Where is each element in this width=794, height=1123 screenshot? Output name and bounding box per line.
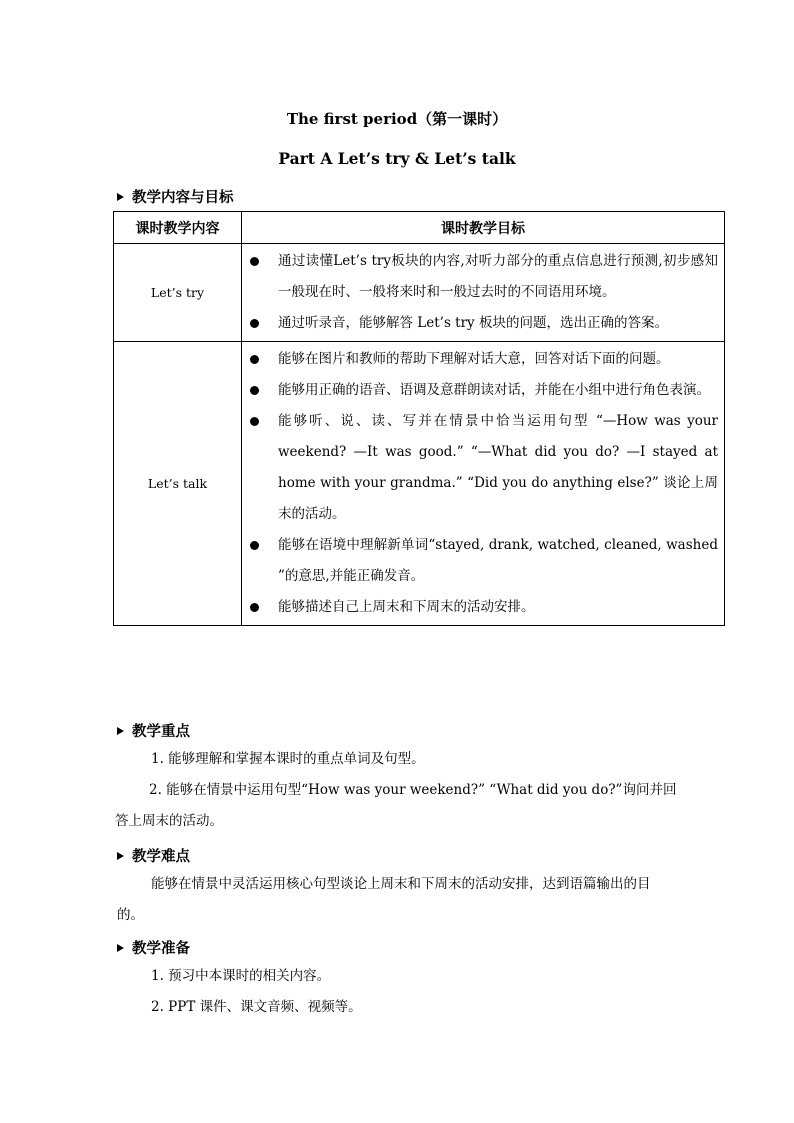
triangle-bullet-icon	[117, 944, 124, 952]
page-title: The first period（第一课时）	[286, 110, 508, 128]
goal-text: 能够用正确的语音、语调及意群朗读对话，并能在小组中进行角色表演。	[278, 382, 710, 398]
table-row	[114, 244, 725, 342]
section-heading-label: 教学难点	[132, 848, 190, 865]
goal-text: 通过听录音，能够解答 Let’s try 板块的问题，选出正确的答案。	[278, 315, 668, 331]
key-points-list	[117, 744, 677, 837]
bullet-dot-icon	[250, 355, 259, 364]
section-heading-key-points	[117, 720, 190, 741]
preparation-item: 2. PPT 课件、课文音频、视频等。	[151, 999, 362, 1015]
triangle-bullet-icon	[117, 727, 124, 735]
goal-text: 能够听、说、读、写并在情景中恰当运用句型 “—How was your weekend? —It was good.” “—What did you do? —I stayed at home with your grandma.” “Did you do anything else?” 谈论上周末的活动。	[278, 413, 718, 522]
goal-list	[242, 342, 724, 625]
list-item	[242, 375, 718, 406]
list-item	[242, 246, 718, 308]
section-heading-preparation	[117, 937, 190, 958]
bullet-dot-icon	[250, 319, 259, 328]
table-cell-content: Let’s try	[114, 244, 242, 342]
table-header-content: 课时教学内容	[114, 212, 242, 244]
table-header-row	[114, 212, 725, 244]
preparation-list	[117, 961, 677, 1023]
goal-text: 通过读懂Let’s try板块的内容,对听力部分的重点信息进行预测,初步感知一般现在时、一般将来时和一般过去时的不同语用环境。	[278, 253, 718, 300]
goal-text: 能够在图片和教师的帮助下理解对话大意，回答对话下面的问题。	[278, 351, 670, 367]
bullet-dot-icon	[250, 257, 259, 266]
list-item	[242, 344, 718, 375]
section-heading-content-goals	[117, 186, 234, 207]
section-heading-label: 教学内容与目标	[132, 189, 234, 206]
goals-table	[113, 211, 725, 626]
key-point-item: 2. 能够在情景中运用句型“How was your weekend?” “What did you do?”询问并回答上周末的活动。	[115, 782, 677, 829]
goal-list	[242, 244, 724, 341]
bullet-dot-icon	[250, 541, 259, 550]
goal-text: 能够在语境中理解新单词“stayed, drank, watched, cleaned, washed ”的意思,并能正确发音。	[278, 537, 718, 584]
bullet-dot-icon	[250, 417, 259, 426]
section-heading-label: 教学准备	[132, 940, 190, 957]
table-cell-content: Let’s talk	[114, 342, 242, 626]
table-cell-goals	[242, 244, 725, 342]
bullet-dot-icon	[250, 603, 259, 612]
list-item	[242, 592, 718, 623]
triangle-bullet-icon	[117, 852, 124, 860]
difficulty-text: 能够在情景中灵活运用核心句型谈论上周末和下周末的活动安排，达到语篇输出的目的。	[117, 876, 651, 923]
preparation-item: 1. 预习中本课时的相关内容。	[151, 968, 331, 984]
goal-text: 能够描述自己上周末和下周末的活动安排。	[278, 599, 535, 615]
table-header-goals: 课时教学目标	[242, 212, 725, 244]
key-point-item: 1. 能够理解和掌握本课时的重点单词及句型。	[151, 751, 425, 767]
section-heading-label: 教学重点	[132, 723, 190, 740]
page-subtitle: Part A Let’s try & Let’s talk	[278, 149, 516, 168]
bullet-dot-icon	[250, 386, 259, 395]
list-item	[242, 406, 718, 530]
list-item	[242, 308, 718, 339]
section-heading-difficulties	[117, 845, 190, 866]
table-cell-goals	[242, 342, 725, 626]
table-row	[114, 342, 725, 626]
triangle-bullet-icon	[117, 193, 124, 201]
list-item	[242, 530, 718, 592]
